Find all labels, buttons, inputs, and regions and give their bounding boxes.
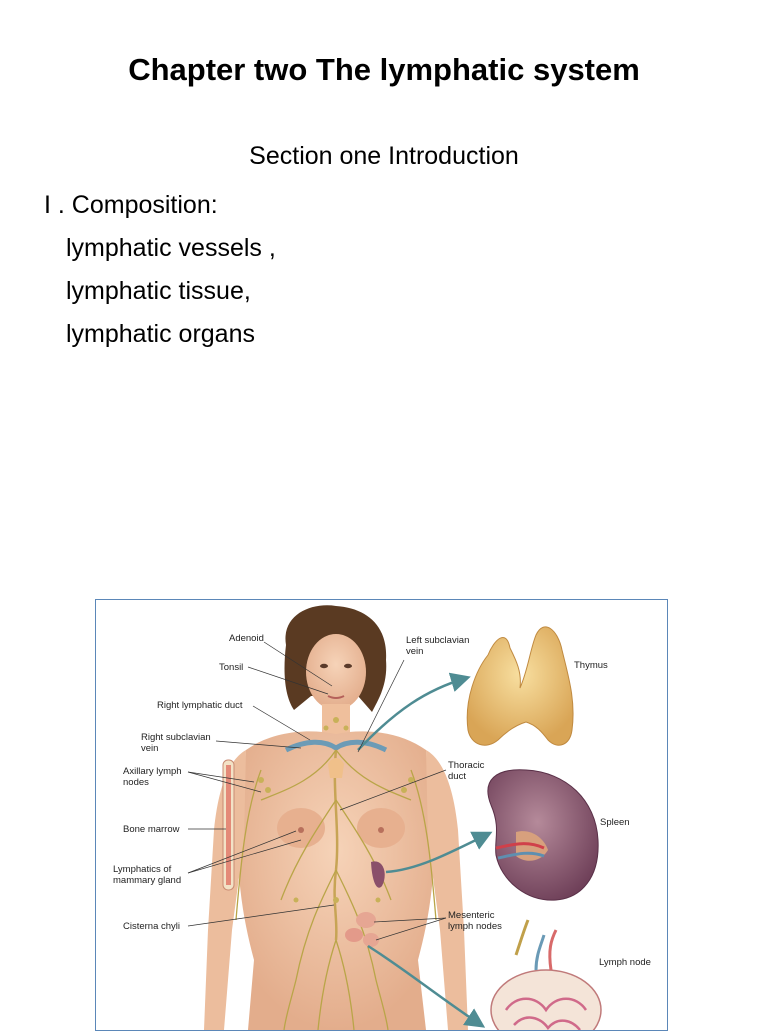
label-mesenteric-lymph-nodes: Mesenteric: [448, 910, 495, 921]
label-thoracic-duct: Thoracic: [448, 760, 485, 771]
label-tonsil: Tonsil: [219, 662, 244, 673]
anatomy-illustration: [96, 600, 667, 1030]
label-right-subclavian-vein: Right subclavian: [141, 732, 211, 743]
lymphatic-system-figure: [95, 599, 668, 1031]
chapter-title: Chapter two The lymphatic system: [128, 52, 640, 87]
label-thymus: Thymus: [574, 660, 608, 671]
label-spleen: Spleen: [600, 817, 630, 828]
human-body-figure: [204, 605, 468, 1030]
composition-item: lymphatic vessels ,: [66, 234, 276, 262]
lymph-node-illustration: [491, 920, 601, 1030]
composition-item: lymphatic tissue,: [66, 277, 251, 305]
section-heading: Section one Introduction: [249, 142, 519, 170]
spleen-illustration: [488, 770, 598, 900]
label-axillary-lymph-nodes-line2: nodes: [123, 777, 149, 788]
thymus-illustration: [467, 627, 573, 745]
composition-item: lymphatic organs: [66, 320, 255, 348]
composition-block: [44, 184, 276, 356]
label-right-subclavian-vein-line2: vein: [141, 743, 159, 754]
label-adenoid: Adenoid: [229, 633, 264, 644]
label-left-subclavian-vein-line2: vein: [406, 646, 424, 657]
label-lymph-node: Lymph node: [599, 957, 651, 968]
label-lymphatics-mammary: Lymphatics of: [113, 864, 172, 875]
label-left-subclavian-vein: Left subclavian: [406, 635, 470, 646]
label-cisterna-chyli: Cisterna chyli: [123, 921, 181, 932]
composition-heading: I . Composition:: [44, 191, 218, 219]
label-thoracic-duct-line2: duct: [448, 771, 466, 782]
label-lymphatics-mammary-line2: mammary gland: [113, 875, 182, 886]
label-bone-marrow: Bone marrow: [123, 824, 180, 835]
label-axillary-lymph-nodes: Axillary lymph: [123, 766, 182, 777]
label-mesenteric-lymph-nodes-line2: lymph nodes: [448, 921, 502, 932]
label-right-lymphatic-duct: Right lymphatic duct: [157, 700, 243, 711]
